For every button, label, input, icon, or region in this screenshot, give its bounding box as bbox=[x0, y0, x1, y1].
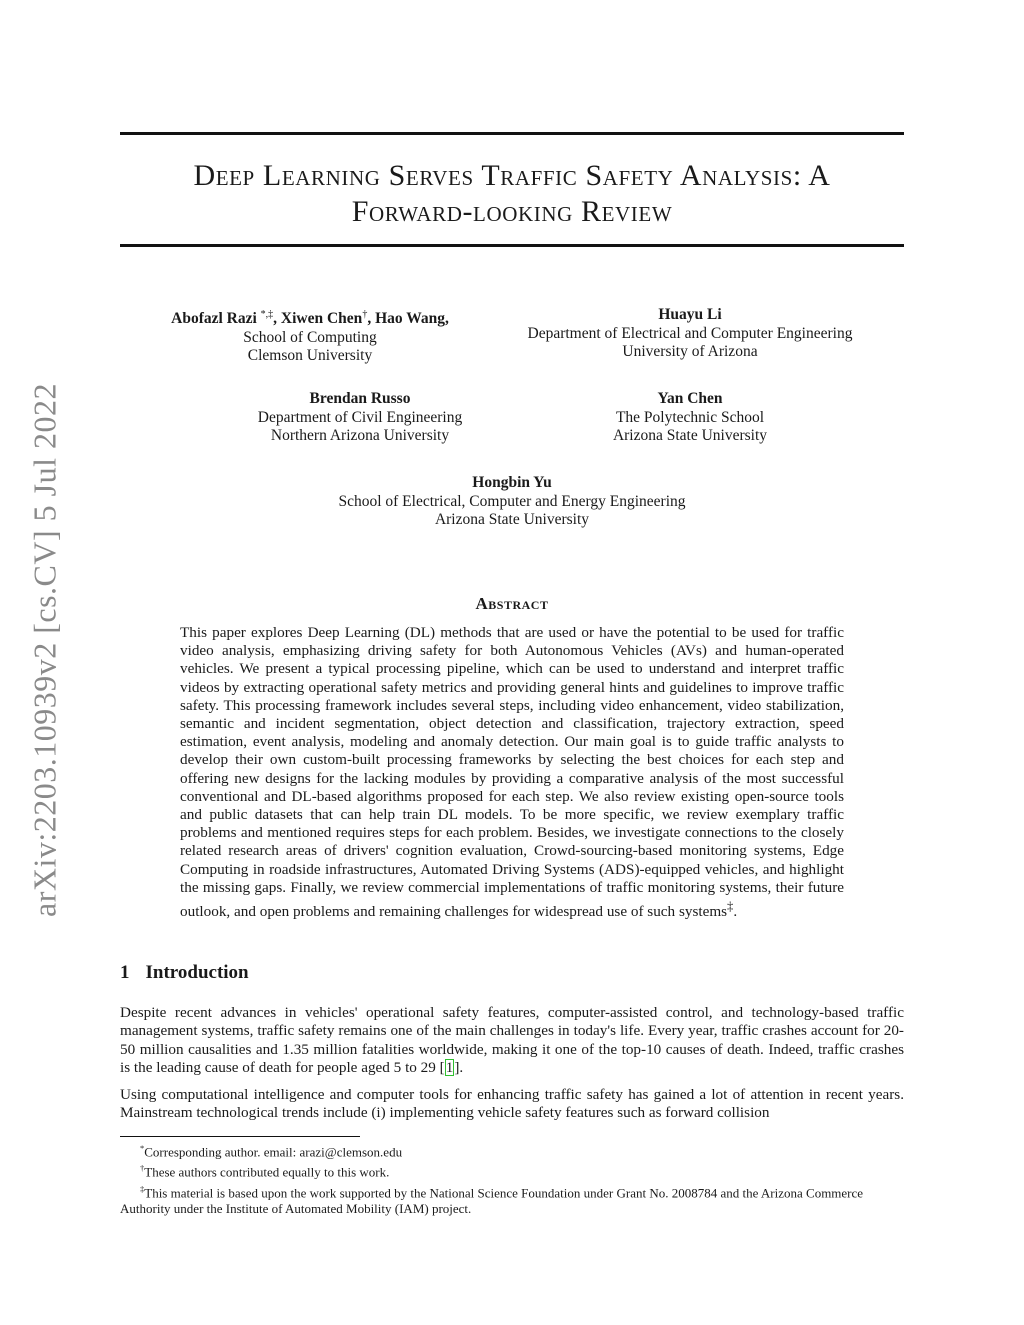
author-name: Brendan Russo bbox=[309, 390, 411, 407]
author-group-nau bbox=[200, 390, 520, 446]
title-line-1: Deep Learning Serves Traffic Safety Analysis: A bbox=[193, 159, 831, 192]
author-institution: Arizona State University bbox=[612, 427, 768, 444]
citation-link[interactable]: 1 bbox=[445, 1059, 454, 1077]
intro-paragraph-1: Despite recent advances in vehicles' operational safety features, computer-assisted control, and technology-based traffic management systems, traffic safety remains one of the main challenges in today's life. Every year, traffic crashes account for 20-50 million causalities and 1.35 million fatalities worldwide, making it one of the top-10 causes of death. Indeed, traffic crashes is the leading cause of death for people aged 5 to 29 [1]. bbox=[120, 1004, 904, 1077]
author-institution: University of Arizona bbox=[622, 343, 758, 360]
title-top-rule bbox=[120, 132, 904, 135]
author-institution: Northern Arizona University bbox=[270, 427, 450, 444]
author-department: School of Computing bbox=[243, 328, 377, 346]
author-group-asu-ece bbox=[262, 474, 762, 530]
footnote-equal-contribution: †These authors contributed equally to this work. bbox=[140, 1163, 390, 1180]
footnote-funding: ‡This material is based upon the work supported by the National Science Foundation under Grant No. 2008784 and the Arizona Commerce Authority under the Institute of Automated Mobility (IAM) project. bbox=[120, 1183, 864, 1216]
title-bottom-rule bbox=[120, 244, 904, 247]
abstract-body: This paper explores Deep Learning (DL) methods that are used or have the potential to be used for traffic video analysis, emphasizing driving safety for both Autonomous Vehicles (AVs) and human-operated vehicles. We present a typical processing pipeline, which can be used to understand and interpret traffic videos by extracting operational safety metrics and providing general hints and guidelines to improve traffic safety. This processing framework includes several steps, including video enhancement, video stabilization, semantic and incident segmentation, object detection and classification, trajectory extraction, speed estimation, event analysis, modeling and anomaly detection. Our main goal is to guide traffic analysts to develop their own custom-built processing frameworks by selecting the best choices for each step and offering new designs for the lacking modules by providing a comparative analysis of the most successful conventional and DL-based algorithms proposed for each step. We also review existing open-source tools and public datasets that can help train DL models. To be more specific, we review exemplary traffic problems and mentioned requires steps for each problem. Besides, we investigate connections to the closely related research areas of drivers' cognition evaluation, Crowd-sourcing-based monitoring systems, Edge Computing in roadside infrastructures, Automated Driving Systems (ADS)-equipped vehicles, and highlight the missing gaps. Finally, we review commercial implementations of traffic monitoring systems, their future outlook, and open problems and remaining challenges for widespread use of such systems‡. bbox=[180, 624, 844, 921]
footnote-mark: *,‡ bbox=[260, 309, 274, 320]
author-department: School of Electrical, Computer and Energy Engineering bbox=[338, 492, 686, 510]
author-group-arizona bbox=[500, 306, 880, 362]
author-group-clemson bbox=[150, 306, 470, 366]
author-department: Department of Civil Engineering bbox=[257, 408, 463, 426]
footnote-mark: † bbox=[362, 309, 368, 320]
footnote-divider bbox=[120, 1136, 360, 1137]
author-institution: Arizona State University bbox=[434, 511, 590, 528]
section-heading-introduction bbox=[120, 962, 249, 984]
title-line-2: Forward-looking Review bbox=[351, 195, 673, 228]
author-institution: Clemson University bbox=[247, 347, 373, 365]
abstract-heading: Abstract bbox=[475, 594, 549, 613]
section-number: 1 bbox=[120, 962, 130, 983]
author-name: Yan Chen bbox=[657, 390, 723, 407]
author-name: Huayu Li bbox=[658, 306, 722, 323]
paper-title bbox=[120, 158, 904, 230]
footnotes bbox=[120, 1140, 904, 1217]
section-title: Introduction bbox=[145, 962, 249, 983]
author-department: The Polytechnic School bbox=[615, 408, 765, 426]
arxiv-identifier: arXiv:2203.10939v2 [cs.CV] 5 Jul 2022 bbox=[26, 382, 63, 918]
author-group-asu-polytechnic bbox=[540, 390, 840, 446]
author-name: Hongbin Yu bbox=[472, 474, 552, 491]
author-names-clemson: Abofazl Razi *,‡, Xiwen Chen†, Hao Wang, bbox=[171, 309, 449, 328]
footnote-corresponding-author: *Corresponding author. email: arazi@clemson.edu bbox=[140, 1143, 403, 1160]
author-department: Department of Electrical and Computer Engineering bbox=[527, 324, 853, 342]
intro-paragraph-2: Using computational intelligence and computer tools for enhancing traffic safety has gained a lot of attention in recent years. Mainstream technological trends include (i) implementing vehicle safety features such as forward collision bbox=[120, 1086, 904, 1122]
footnote-mark: ‡ bbox=[727, 899, 734, 914]
